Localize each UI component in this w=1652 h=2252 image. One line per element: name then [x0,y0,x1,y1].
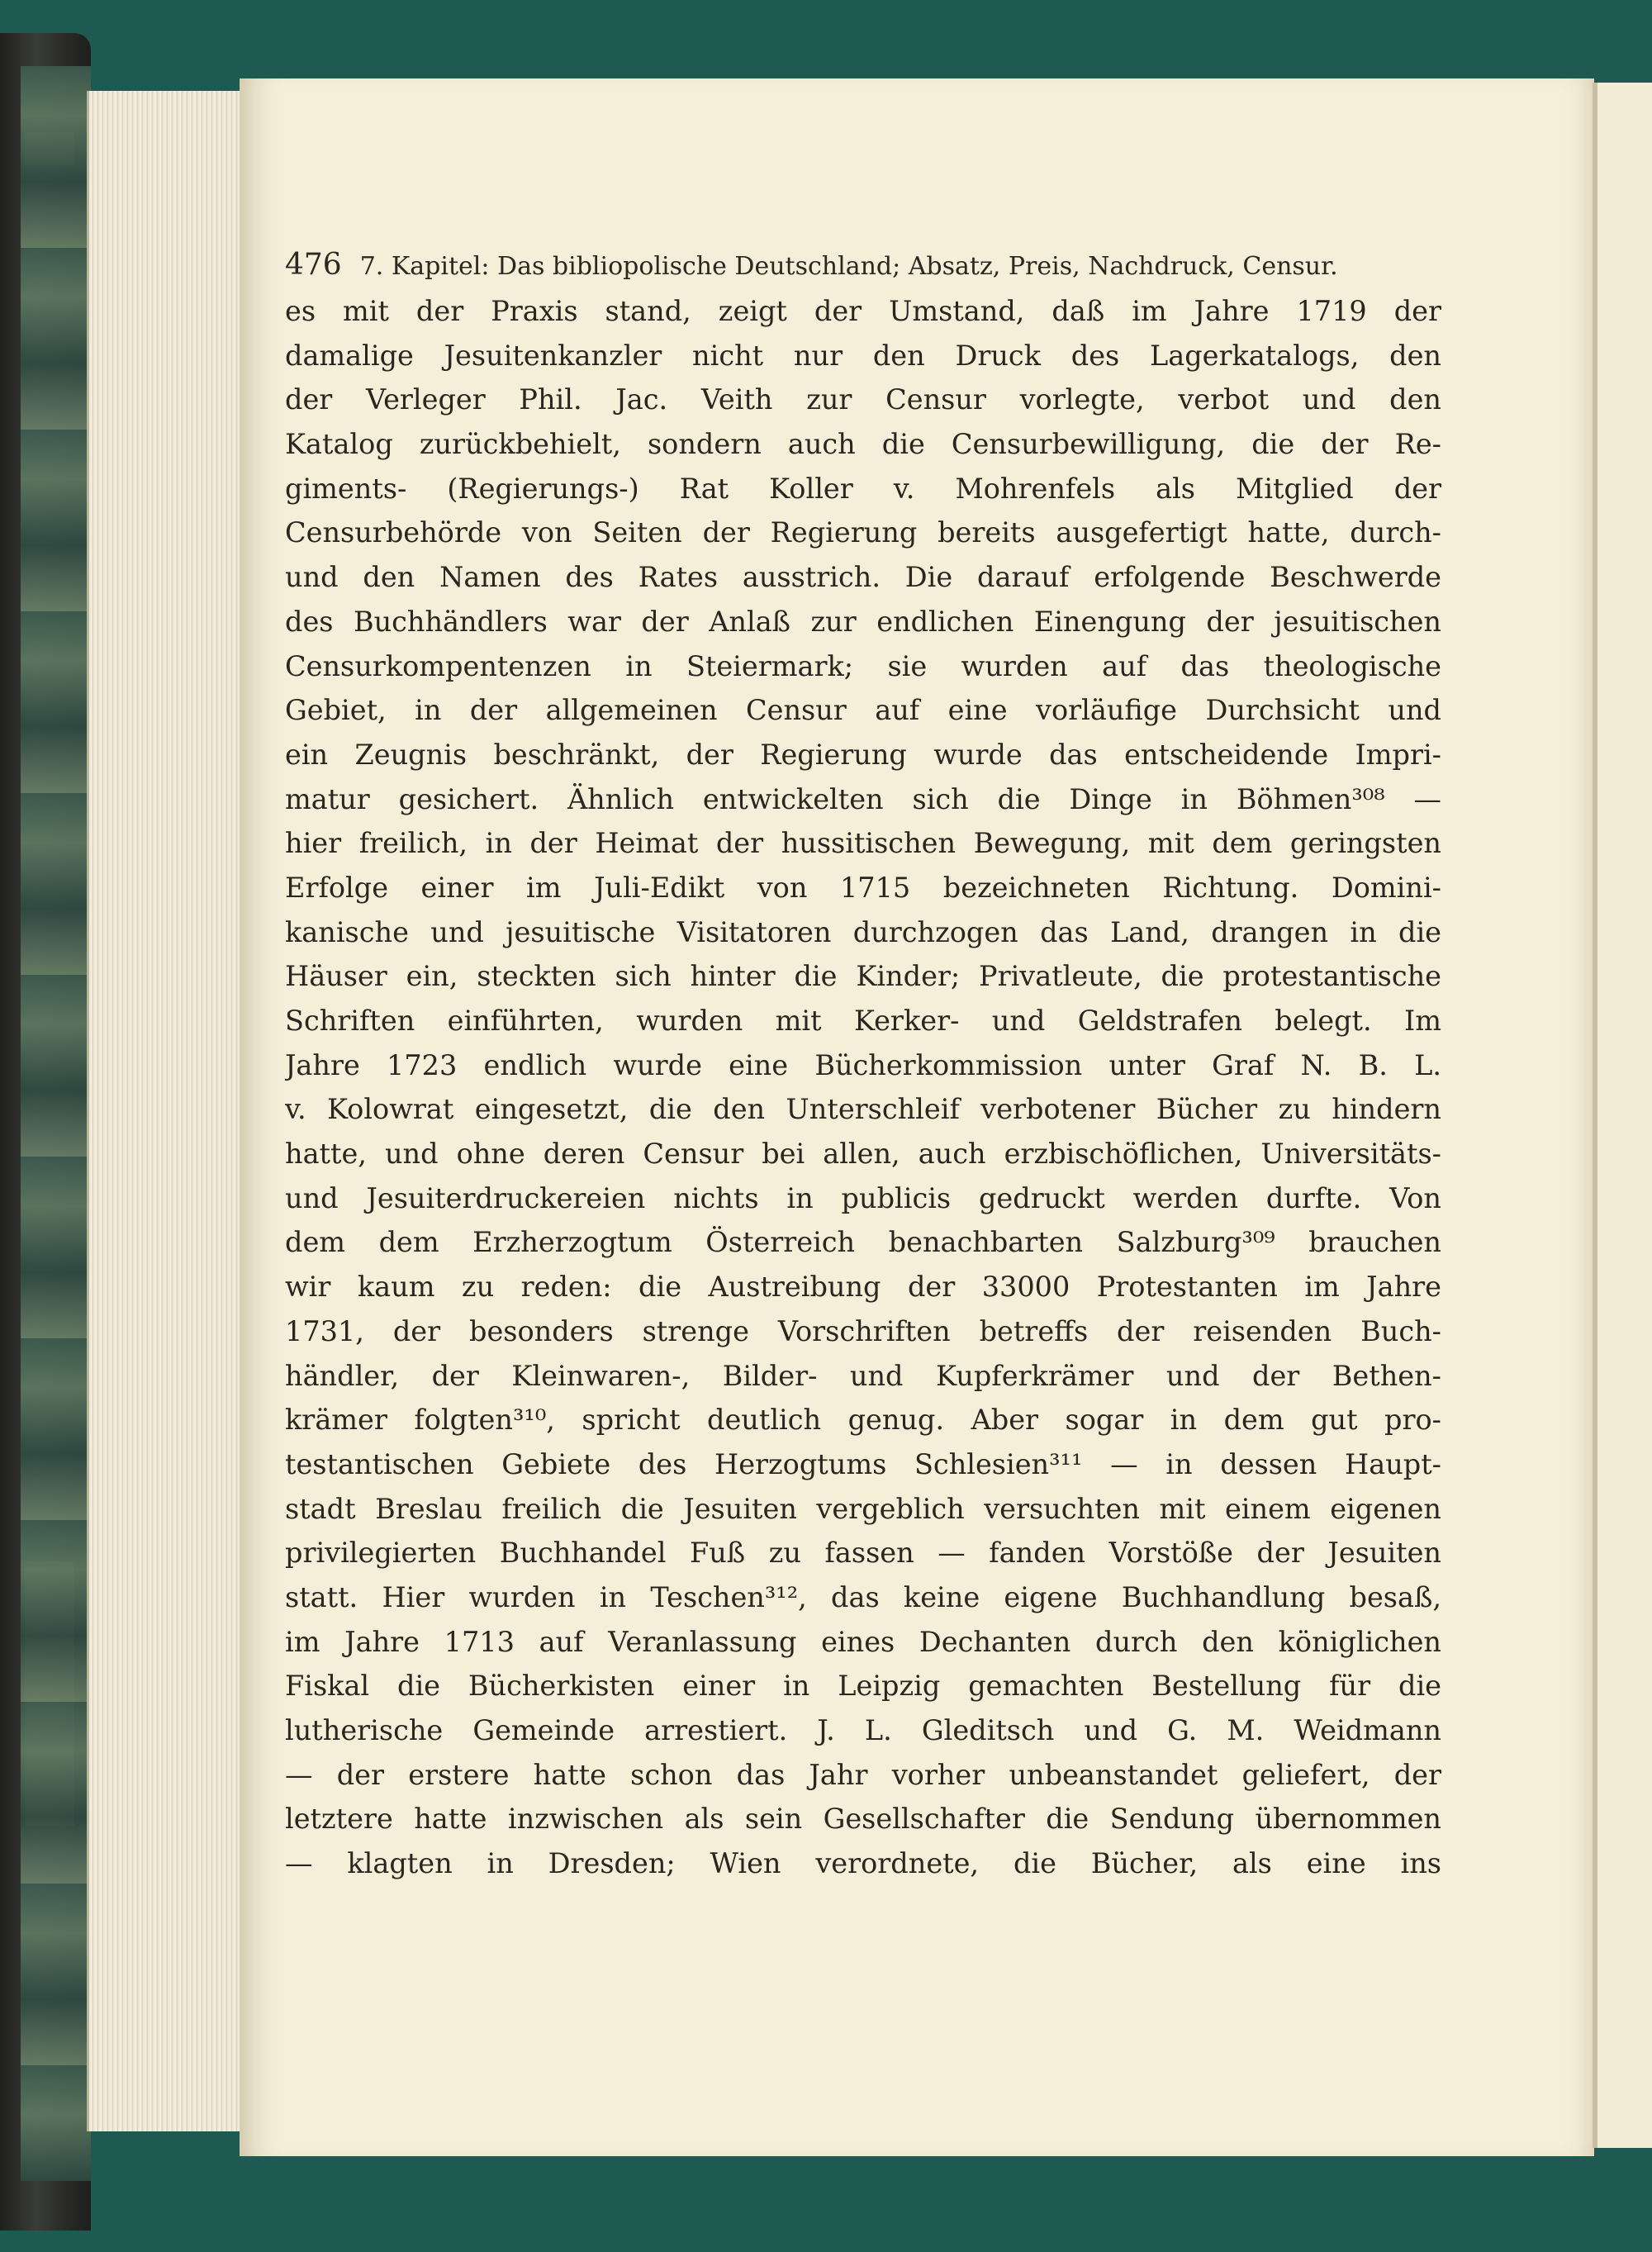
text-line: Censurbehörde von Seiten der Regierung bereits ausgefertigt hatte, durch- [285,516,1441,549]
text-line: v. Kolowrat eingesetzt, die den Unterschleif verbotener Bücher zu hindern [285,1093,1441,1126]
text-line: testantischen Gebiete des Herzogtums Schlesien³¹¹ — in dessen Haupt- [285,1447,1441,1480]
text-line: und den Namen des Rates ausstrich. Die darauf erfolgende Beschwerde [285,561,1441,594]
text-line: statt. Hier wurden in Teschen³¹², das keine eigene Buchhandlung besaß, [285,1580,1441,1613]
text-line: letztere hatte inzwischen als sein Gesellschafter die Sendung übernommen [285,1803,1441,1836]
text-line: Erfolge einer im Juli-Edikt von 1715 bezeichneten Richtung. Domini- [285,871,1441,904]
text-line: es mit der Praxis stand, zeigt der Umstand, daß im Jahre 1719 der [285,295,1441,327]
text-line: Censurkompentenzen in Steiermark; sie wurden auf das theologische [285,649,1441,682]
text-line: und Jesuiterdruckereien nichts in publicis gedruckt werden durfte. Von [285,1181,1441,1214]
text-line: privilegierten Buchhandel Fuß zu fassen — fanden Vorstöße der Jesuiten [285,1537,1441,1570]
body-text [285,289,1441,1886]
text-line: — der erstere hatte schon das Jahr vorher unbeanstandet geliefert, der [285,1758,1441,1791]
page-edges [87,91,246,2131]
text-line: dem dem Erzherzogtum Österreich benachbarten Salzburg³⁰⁹ brauchen [285,1226,1441,1259]
text-line: krämer folgten³¹⁰, spricht deutlich genug. Aber sogar in dem gut pro- [285,1404,1441,1437]
text-line: im Jahre 1713 auf Veranlassung eines Dechanten durch den königlichen [285,1625,1441,1658]
text-line: giments- (Regierungs-) Rat Koller v. Mohrenfels als Mitglied der [285,472,1441,505]
text-line: ein Zeugnis beschränkt, der Regierung wurde das entscheidende Impri- [285,738,1441,771]
text-line: hatte, und ohne deren Censur bei allen, auch erzbischöflichen, Universitäts- [285,1138,1441,1171]
text-line: Schriften einführten, wurden mit Kerker- und Geldstrafen belegt. Im [285,1005,1441,1037]
text-line: lutherische Gemeinde arrestiert. J. L. Gleditsch und G. M. Weidmann [285,1714,1441,1746]
text-line: kanische und jesuitische Visitatoren durchzogen das Land, drangen in die [285,915,1441,948]
text-line: Katalog zurückbehielt, sondern auch die Censurbewilligung, die der Re- [285,428,1441,461]
text-line: damalige Jesuitenkanzler nicht nur den Druck des Lagerkatalogs, den [285,339,1441,372]
text-line: wir kaum zu reden: die Austreibung der 33000 Protestanten im Jahre [285,1271,1441,1304]
running-head [285,248,1441,282]
cover-cloth-edge [21,66,91,2181]
text-line: des Buchhändlers war der Anlaß zur endlichen Einengung der jesuitischen [285,605,1441,638]
text-line: Häuser ein, steckten sich hinter die Kinder; Privatleute, die protestantische [285,960,1441,993]
text-line: hier freilich, in der Heimat der hussitischen Bewegung, mit dem geringsten [285,827,1441,860]
page-number: 476 [285,248,342,282]
text-line: stadt Breslau freilich die Jesuiten vergeblich versuchten mit einem eigenen [285,1492,1441,1525]
text-line: der Verleger Phil. Jac. Veith zur Censur vorlegte, verbot und den [285,383,1441,416]
facing-page-edge [1593,83,1652,2148]
text-line: matur gesichert. Ähnlich entwickelten sich die Dinge in Böhmen³⁰⁸ — [285,782,1441,815]
text-line: Fiskal die Bücherkisten einer in Leipzig gemachten Bestellung für die [285,1670,1441,1703]
text-line: Gebiet, in der allgemeinen Censur auf eine vorläufige Durchsicht und [285,694,1441,727]
text-line: händler, der Kleinwaren-, Bilder- und Kupferkrämer und der Bethen- [285,1359,1441,1392]
text-line: — klagten in Dresden; Wien verordnete, die Bücher, als eine ins [285,1847,1441,1880]
text-line: 1731, der besonders strenge Vorschriften betreffs der reisenden Buch- [285,1314,1441,1347]
text-line: Jahre 1723 endlich wurde eine Bücherkommission unter Graf N. B. L. [285,1048,1441,1081]
running-head-title: 7. Kapitel: Das bibliopolische Deutschland; Absatz, Preis, Nachdruck, Censur. [359,252,1338,281]
